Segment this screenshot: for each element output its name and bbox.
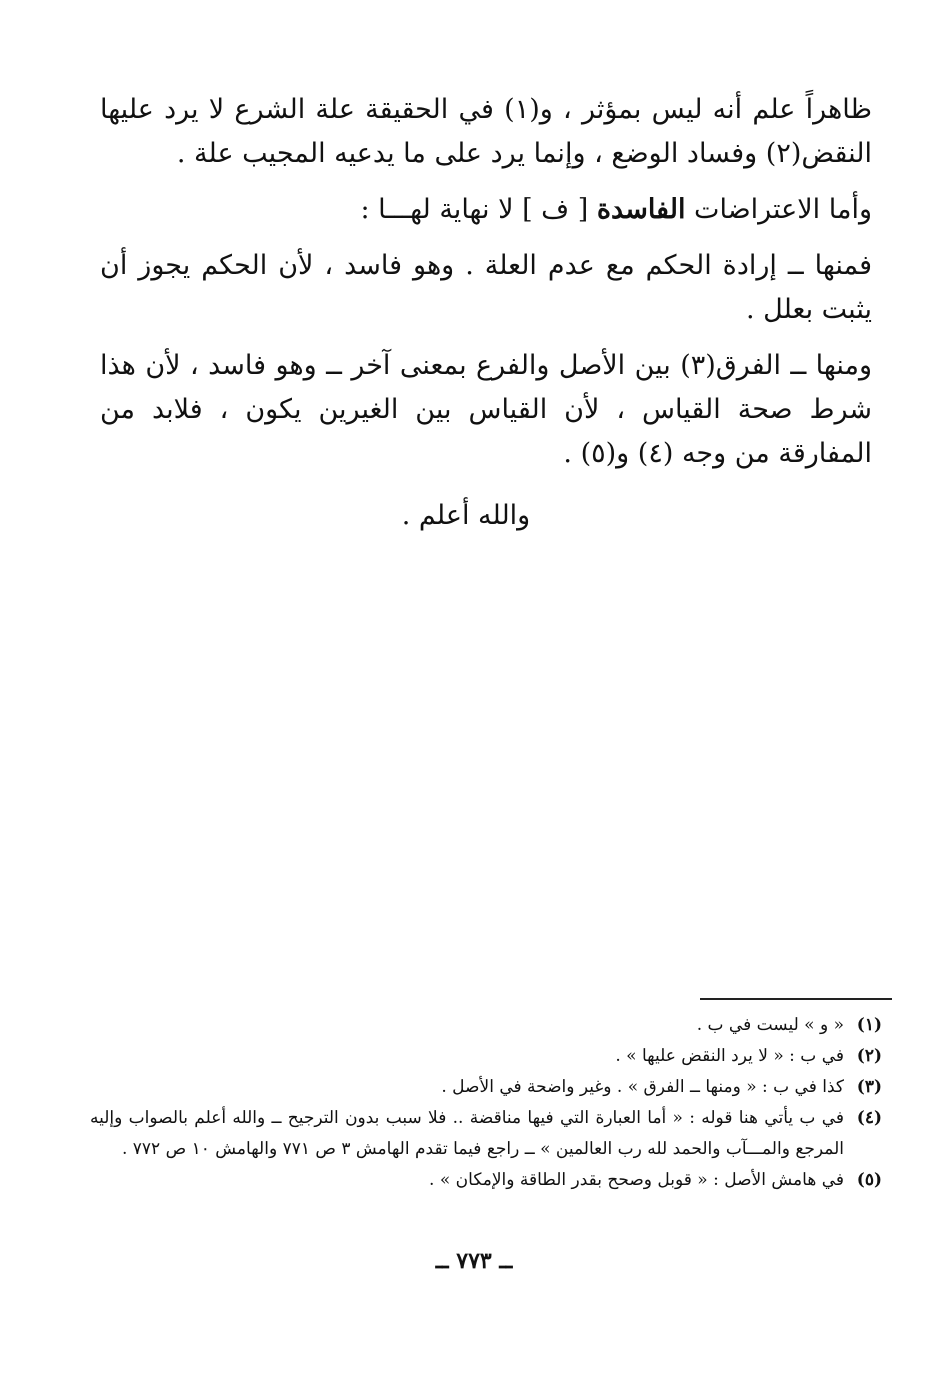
paragraph-3: فمنها ــ إرادة الحكم مع عدم العلة . وهو فاسد ، لأن الحكم يجوز أن يثبت بعلل . — [100, 250, 872, 325]
footnote-text: في ب يأتي هنا قوله : « أما العبارة التي فيها مناقضة .. فلا سبب بدون الترجيح ــ والله أعلم بالصواب وإليه المرجع والمـــآب والحمد لله رب العالمين » ــ راجع فيما تقدم الهامش ٣ ص ٧٧١ والهامش ١٠ ص ٧٧٢ . — [90, 1108, 844, 1159]
footnote-text: « و » ليست في ب . — [696, 1015, 844, 1035]
paragraph-2-end: [ ف ] لا نهاية لهـــا : — [360, 194, 589, 225]
closing-line: والله أعلم . — [401, 500, 531, 531]
footnote-text: كذا في ب : « ومنها ــ الفرق » . وغير واضحة في الأصل . — [441, 1077, 844, 1097]
main-text — [100, 88, 872, 538]
paragraph-2-bold-word: الفاسدة — [596, 194, 686, 225]
paragraph-2 — [100, 188, 872, 232]
paragraph-2-start: وأما الاعتراضات — [694, 194, 872, 225]
footnote-text: في ب : « لا يرد النقض عليها » . — [615, 1046, 844, 1066]
paragraph-4: ومنها ــ الفرق(٣) بين الأصل والفرع بمعنى آخر ــ وهو فاسد ، لأن هذا شرط صحة القياس ، لأن القياس بين الغيرين يكون ، فلابد من المفارقة من وجه (٤) و(٥) . — [100, 350, 872, 469]
paragraph-1: ظاهراً علم أنه ليس بمؤثر ، و(١) في الحقيقة علة الشرع لا يرد عليها النقض(٢) وفساد الوضع ، وإنما يرد على ما يدعيه المجيب علة . — [100, 94, 872, 169]
footnotes — [90, 1010, 882, 1196]
footnote-number: (٥) — [856, 1170, 882, 1190]
footnote-2 — [90, 1041, 882, 1072]
footnote-4 — [90, 1103, 882, 1165]
footnote-divider — [700, 998, 892, 1000]
footnote-1 — [90, 1010, 882, 1041]
footnote-5 — [90, 1165, 882, 1196]
footnote-number: (٢) — [856, 1046, 882, 1066]
footnote-number: (٤) — [856, 1108, 882, 1128]
footnote-3 — [90, 1072, 882, 1103]
footnote-number: (١) — [856, 1015, 882, 1035]
footnote-number: (٣) — [856, 1077, 882, 1097]
page-number: ــ ٧٧٣ ــ — [435, 1248, 513, 1274]
footnote-text: في هامش الأصل : « قوبل وصحح بقدر الطاقة والإمكان » . — [429, 1170, 844, 1190]
